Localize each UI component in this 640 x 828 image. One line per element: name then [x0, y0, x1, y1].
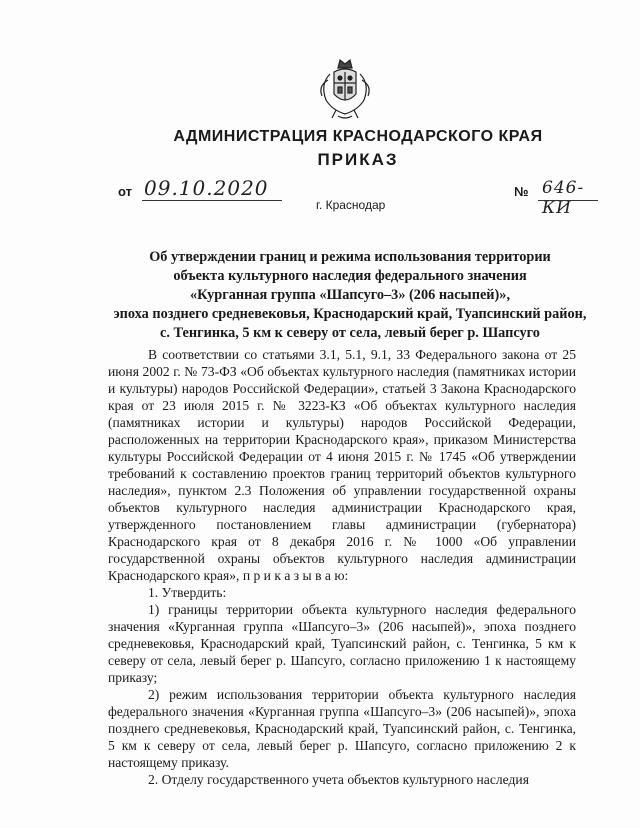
number-prefix: №: [514, 184, 529, 199]
document-type: ПРИКАЗ: [317, 150, 399, 169]
item-2: 2. Отделу государственного учета объектов культурного наследия: [148, 772, 529, 787]
document-title: [100, 248, 600, 343]
item-1: 1. Утвердить:: [148, 585, 227, 600]
title-line: Об утверждении границ и режима использования территории: [149, 249, 551, 265]
preamble-paragraph: В соответствии со статьями 3.1, 5.1, 9.1, 33 Федерального закона от 25 июня 2002 г. № 73-ФЗ «Об объектах культурного наследия (памятниках истории и культуры) народов Российской Федерации», статьей 3 Закона Краснодарского края от 23 июля 2015 г. № 3223-КЗ «Об объектах культурного наследия (памятниках истории и культуры) народов Российской Федерации, расположенных на территории Краснодарского края», приказом Министерства культуры Российской Федерации от 4 июня 2015 г. № 1745 «Об утверждении требований к составлению проектов границ территорий объектов культурного наследия», пунктом 2.3 Положения об управлении государственной охраны объектов культурного наследия администрации Краснодарского края, утвержденного постановлением главы администрации (губернатора) Краснодарского края от 8 декабря 2016 г. № 1000 «Об управлении государственной охраны объектов культурного наследия администрации Краснодарского края», п р и к а з ы в а ю:: [108, 347, 576, 583]
date-handwritten: 09.10.2020: [144, 176, 269, 200]
item-1-subitem-2: 2) режим использования территории объекта культурного наследия федерального значения «Курганная группа «Шапсуго–3» (206 насыпей)», эпоха позднего средневековья, Краснодарский край, Туапсинский район, с. Тенгинка, 5 км к северу от села, левый берег р. Шапсуго, согласно приложению 2 к настоящему приказу.: [108, 687, 576, 770]
coat-of-arms-icon: [316, 56, 374, 122]
organization-name: АДМИНИСТРАЦИЯ КРАСНОДАРСКОГО КРАЯ: [173, 128, 543, 145]
date-underline: [142, 200, 282, 201]
number-underline: [538, 200, 598, 201]
number-handwritten: 646-КИ: [542, 178, 585, 218]
city: г. Краснодар: [316, 198, 386, 212]
title-line: «Курганная группа «Шапсуго–3» (206 насыпей)»,: [189, 287, 511, 303]
item-1-subitem-1: 1) границы территории объекта культурного наследия федерального значения «Курганная группа «Шапсуго–3» (206 насыпей)», эпоха позднего средневековья, Краснодарский край, Туапсинский район, с. Тенгинка, 5 км к северу от села, левый берег р. Шапсуго, согласно приложению 1 к настоящему приказу;: [108, 602, 576, 685]
date-prefix: от: [118, 184, 132, 199]
document-body: [108, 346, 576, 788]
title-line: с. Тенгинка, 5 км к северу от села, левый берег р. Шапсуго: [160, 325, 540, 341]
title-line: объекта культурного наследия федерального значения: [173, 268, 527, 284]
title-line: эпоха позднего средневековья, Краснодарский край, Туапсинский район,: [113, 306, 587, 322]
